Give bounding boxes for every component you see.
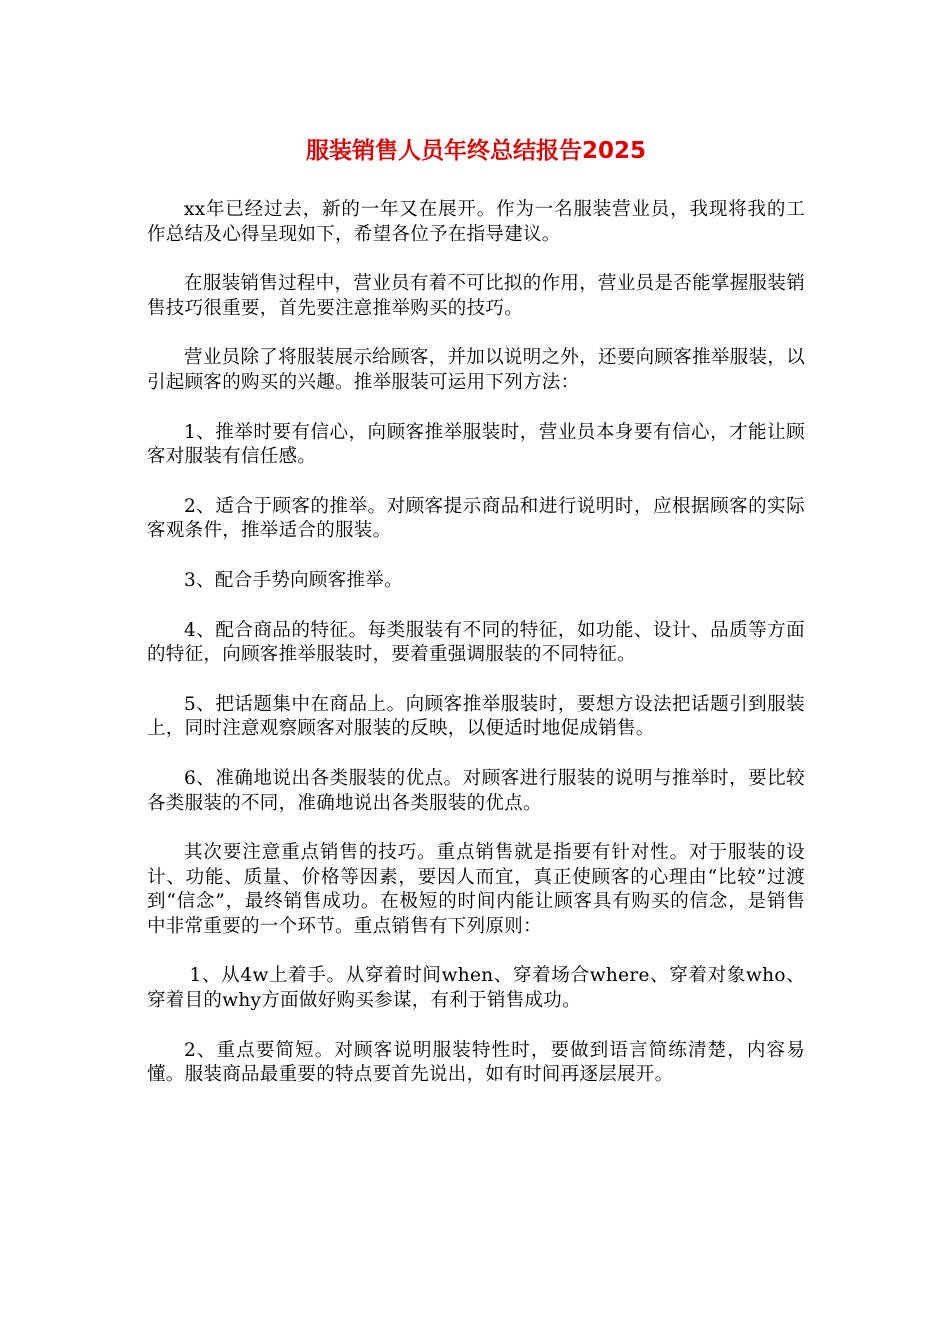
paragraph-sales-role: 在服装销售过程中，营业员有着不可比拟的作用，营业员是否能掌握服装销售技巧很重要，首先要注意推举购买的技巧。 (147, 273, 805, 319)
document-page (147, 133, 805, 1113)
paragraph-recommend-methods: 营业员除了将服装展示给顾客，并加以说明之外，还要向顾客推举服装，以引起顾客的购买的兴趣。推举服装可运用下列方法： (147, 347, 805, 393)
paragraph-intro: xx年已经过去，新的一年又在展开。作为一名服装营业员，我现将我的工作总结及心得呈现如下，希望各位予在指导建议。 (147, 199, 805, 245)
paragraph-method-3: 3、配合手势向顾客推举。 (184, 569, 403, 591)
document-body (147, 198, 805, 1088)
document-title: 服装销售人员年终总结报告2025 (305, 138, 646, 164)
paragraph-method-6: 6、准确地说出各类服装的优点。对顾客进行服装的说明与推举时，要比较各类服装的不同，准确地说出各类服装的优点。 (147, 767, 805, 814)
paragraph-key-selling: 其次要注意重点销售的技巧。重点销售就是指要有针对性。对于服装的设计、功能、质量、价格等因素，要因人而宜，真正使顾客的心理由“比较”过渡到“信念”，最终销售成功。在极短的时间内能让顾客具有购买的信念，是销售中非常重要的一个环节。重点销售有下列原则： (147, 842, 805, 937)
paragraph-method-1: 1、推举时要有信心，向顾客推举服装时，营业员本身要有信心，才能让顾客对服装有信任感。 (147, 421, 805, 468)
paragraph-method-5: 5、把话题集中在商品上。向顾客推举服装时，要想方设法把话题引到服装上，同时注意观察顾客对服装的反映，以便适时地促成销售。 (147, 693, 805, 740)
paragraph-method-4: 4、配合商品的特征。每类服装有不同的特征，如功能、设计、品质等方面的特征，向顾客推举服装时，要着重强调服装的不同特征。 (147, 619, 805, 666)
paragraph-principle-2: 2、重点要简短。对顾客说明服装特性时，要做到语言简练清楚，内容易懂。服装商品最重要的特点要首先说出，如有时间再逐层展开。 (147, 1039, 805, 1086)
paragraph-method-2: 2、适合于顾客的推举。对顾客提示商品和进行说明时，应根据顾客的实际客观条件，推举适合的服装。 (147, 495, 805, 542)
paragraph-principle-1: 1、从4w上着手。从穿着时间when、穿着场合where、穿着对象who、穿着目的why方面做好购买参谋，有利于销售成功。 (147, 965, 805, 1012)
